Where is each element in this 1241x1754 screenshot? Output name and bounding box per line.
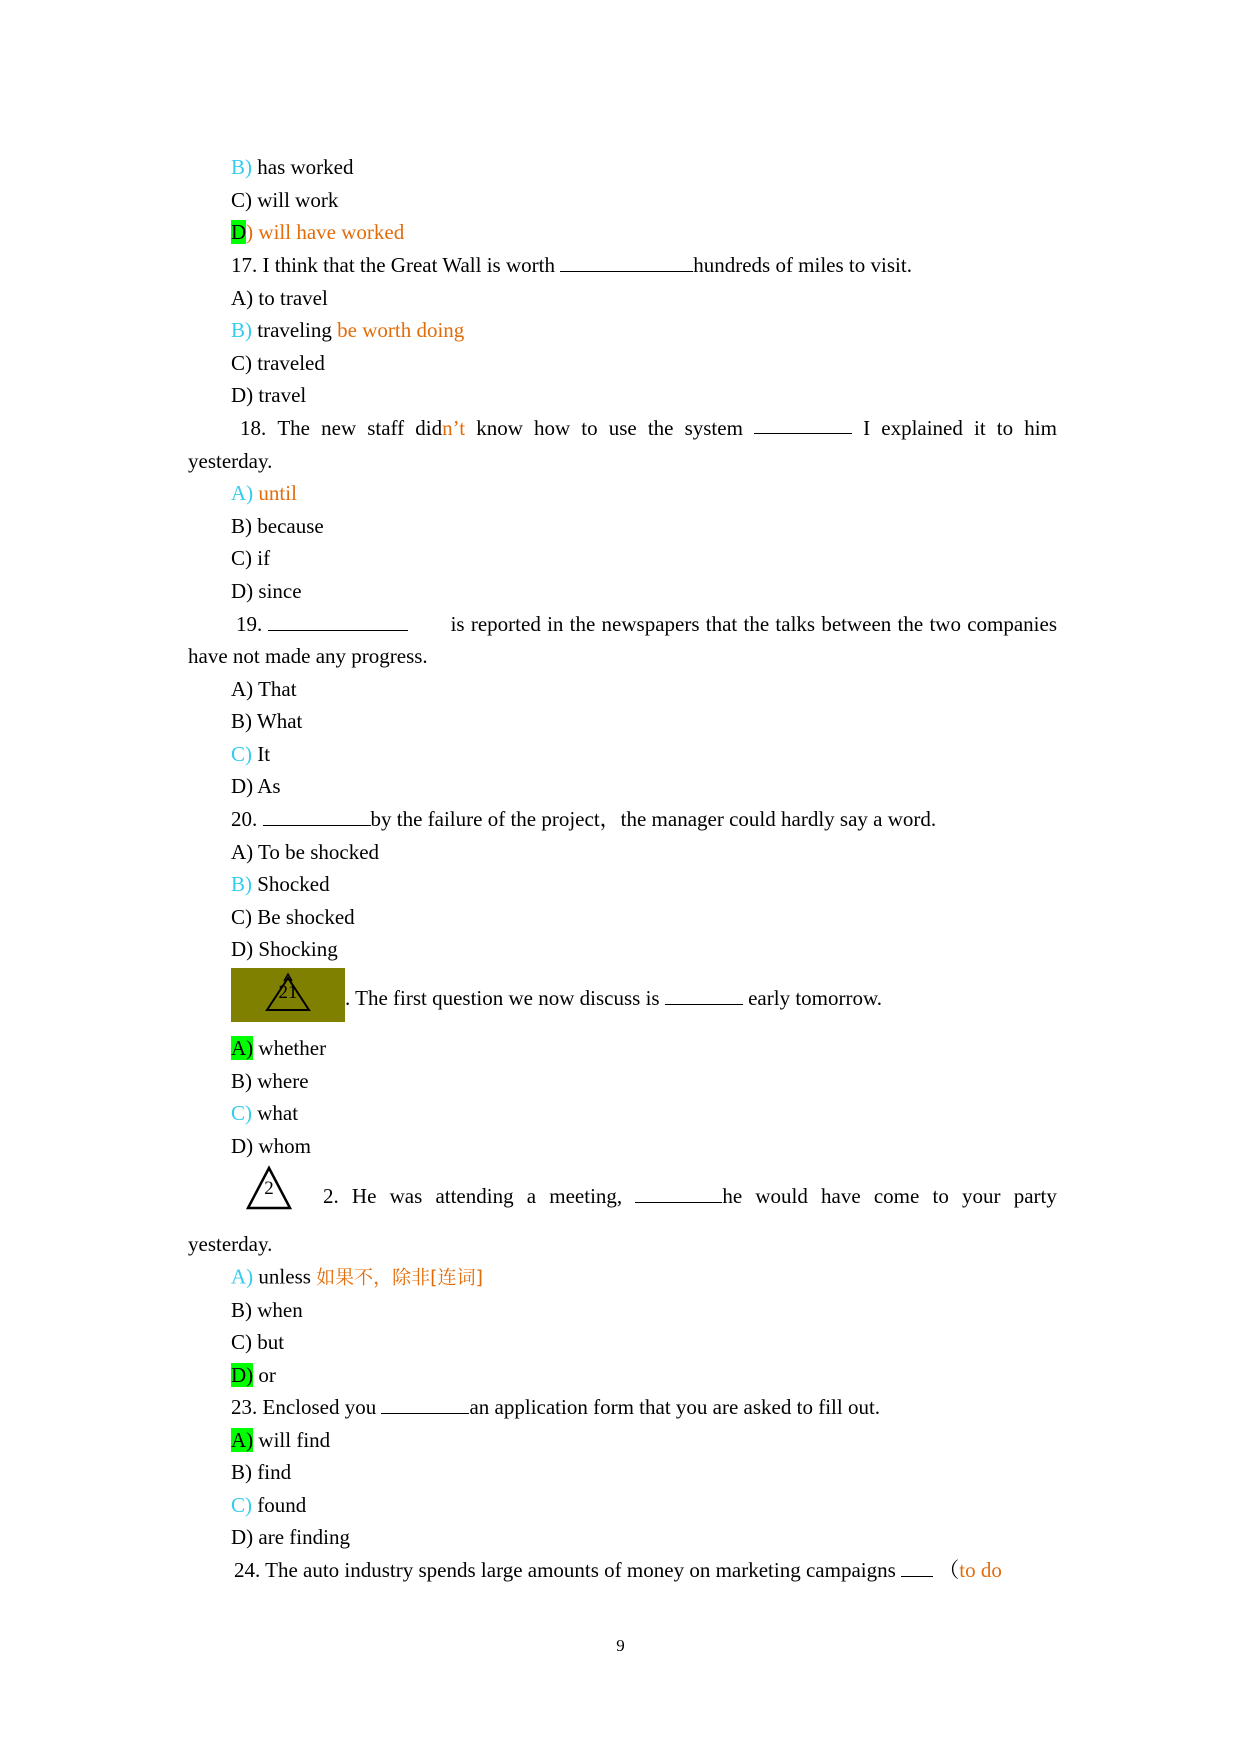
q23-option-d: [231, 1524, 350, 1550]
option-letter: D): [231, 937, 254, 961]
answer-blank: [665, 986, 743, 1005]
badge-number: 21: [278, 982, 298, 1003]
option-text: Shocking: [258, 937, 338, 961]
q20-option-d: [231, 936, 338, 962]
word: explained: [881, 416, 963, 440]
q21-option-b: [231, 1068, 309, 1094]
q21-option-c: [231, 1100, 298, 1126]
option-text: traveling: [257, 318, 332, 342]
word: [635, 1183, 742, 1209]
answer-blank: [263, 807, 371, 826]
word: attending: [435, 1184, 514, 1208]
option-letter: C): [231, 1101, 252, 1125]
q23-option-c: [231, 1492, 306, 1518]
option-letter: B): [231, 514, 252, 538]
word: him: [1024, 416, 1057, 440]
option-text: to travel: [258, 286, 328, 310]
word: 18.: [240, 416, 267, 440]
word-part-highlight: n’t: [442, 416, 466, 440]
stem-text: hundreds of miles to visit.: [693, 253, 912, 277]
q18-option-c: [231, 545, 270, 571]
q22-option-c: [231, 1329, 284, 1355]
option-letter: B): [231, 709, 252, 733]
q22-stem-cont: yesterday.: [188, 1232, 273, 1256]
option-text: will have worked: [258, 220, 405, 244]
option-letter: C): [231, 905, 252, 929]
option-text: As: [257, 774, 281, 798]
word: system: [684, 416, 743, 440]
badge-number: 2: [264, 1178, 274, 1199]
word: it: [974, 416, 986, 440]
option-text: found: [257, 1493, 307, 1517]
option-letter-highlight: A): [231, 1428, 254, 1452]
option-text: are finding: [258, 1525, 350, 1549]
option-text: where: [257, 1069, 309, 1093]
q17-option-d: [231, 382, 306, 408]
option-letter: B): [231, 155, 252, 179]
word: was: [389, 1184, 423, 1208]
q17-option-b: [231, 317, 464, 343]
option-letter: B): [231, 1460, 252, 1484]
word: party: [1013, 1184, 1057, 1208]
q18-stem: [240, 415, 1057, 441]
option-note: be worth doing: [337, 318, 465, 342]
q22-stem: [323, 1183, 1057, 1209]
stem-start: [236, 611, 408, 637]
option-letter: D): [231, 579, 254, 603]
word: your: [962, 1184, 1001, 1208]
question-number: 20.: [231, 807, 263, 831]
option-text: whom: [258, 1134, 311, 1158]
stem-text: 24. The auto industry spends large amounts of money on marketing campaigns: [234, 1558, 902, 1582]
q20-option-c: [231, 904, 355, 930]
option-text: That: [258, 677, 297, 701]
word: know: [476, 416, 523, 440]
answer-blank: [381, 1395, 469, 1414]
option-letter: C): [231, 546, 252, 570]
word: have: [821, 1184, 861, 1208]
q19-option-d: [231, 773, 281, 799]
option-letter: D): [231, 1525, 254, 1549]
word: come: [873, 1184, 920, 1208]
question-number: 19.: [236, 612, 263, 636]
option-letter: B): [231, 1298, 252, 1322]
word: staff: [367, 416, 405, 440]
paren: （: [933, 1558, 960, 1582]
option-text: because: [257, 514, 324, 538]
option-text: travel: [258, 383, 307, 407]
option-letter: A): [231, 286, 254, 310]
option-text: What: [256, 709, 303, 733]
option-text: but: [257, 1330, 285, 1354]
q17-option-c: [231, 350, 325, 376]
q23-option-b: [231, 1459, 291, 1485]
option-letter: B): [231, 1069, 252, 1093]
option-text: when: [257, 1298, 303, 1322]
option-text: what: [257, 1101, 299, 1125]
option-text: if: [257, 546, 271, 570]
q22-triangle-icon: [244, 1164, 294, 1212]
word: 2.: [323, 1184, 339, 1208]
q18-option-d: [231, 578, 302, 604]
option-text: traveled: [257, 351, 325, 375]
option-letter-highlight: D): [231, 1363, 254, 1387]
option-letter: B): [231, 872, 252, 896]
stem-text: an application form that you are asked to fill out.: [469, 1395, 881, 1419]
option-text: To be shocked: [258, 840, 380, 864]
q16-option-c: [231, 187, 338, 213]
option-paren: ): [246, 220, 254, 244]
word: to: [996, 416, 1014, 440]
word: The: [277, 416, 311, 440]
answer-blank: [754, 415, 852, 434]
word: the: [647, 416, 674, 440]
answer-blank: [901, 1558, 933, 1577]
option-letter: C): [231, 351, 252, 375]
q20-stem: [231, 806, 936, 832]
q20-option-b: [231, 871, 330, 897]
answer-blank: [560, 253, 693, 272]
triangle-icon: [231, 968, 345, 1022]
word: new: [321, 416, 357, 440]
option-text: Be shocked: [257, 905, 355, 929]
q21-number-badge: [231, 968, 345, 1022]
stem-text: early tomorrow.: [742, 986, 883, 1010]
option-text: unless: [258, 1264, 311, 1289]
option-text: Shocked: [257, 872, 330, 896]
option-letter: C): [231, 742, 252, 766]
word: [415, 415, 465, 441]
option-letter: B): [231, 318, 252, 342]
option-text: has worked: [257, 155, 354, 179]
option-letter: A): [231, 677, 254, 701]
option-text: find: [257, 1460, 292, 1484]
page-number: 9: [616, 1636, 625, 1655]
q17-option-a: [231, 285, 328, 311]
stem-note: to do: [959, 1558, 1002, 1582]
option-letter: A): [231, 481, 254, 505]
q19-option-c: [231, 741, 270, 767]
answer-blank: [268, 612, 408, 631]
option-letter: C): [231, 1330, 252, 1354]
q18-option-b: [231, 513, 324, 539]
q22-option-a: [231, 1264, 483, 1291]
option-letter: A): [231, 1264, 254, 1289]
q16-option-b: [231, 154, 353, 180]
word: a: [526, 1184, 537, 1208]
q18-stem-cont: yesterday.: [188, 449, 273, 473]
q16-option-d: [231, 219, 404, 245]
word: He: [351, 1184, 377, 1208]
q19-option-a: [231, 676, 297, 702]
word: would: [755, 1184, 808, 1208]
answer-blank: [635, 1184, 722, 1203]
stem-text: 23. Enclosed you: [231, 1395, 382, 1419]
stem-text: . The first question we now discuss is: [345, 986, 665, 1010]
q19-option-b: [231, 708, 302, 734]
word-part: did: [415, 416, 443, 440]
option-text: will work: [257, 188, 339, 212]
q19-stem: [236, 611, 1057, 637]
word-part: he: [722, 1184, 743, 1208]
option-letter-highlight: A): [231, 1036, 254, 1060]
option-letter: C): [231, 1493, 252, 1517]
stem-text: is reported in the newspapers that the talks between the two companies: [450, 612, 1057, 636]
stem-text: 17. I think that the Great Wall is worth: [231, 253, 561, 277]
word: how: [533, 416, 571, 440]
option-letter: D): [231, 1134, 254, 1158]
q21-option-a: [231, 1035, 326, 1061]
option-text: or: [258, 1363, 276, 1387]
option-letter: D): [231, 383, 254, 407]
option-letter: D): [231, 774, 254, 798]
word: to: [581, 416, 598, 440]
q22-option-b: [231, 1297, 303, 1323]
word: use: [608, 416, 637, 440]
word: to: [932, 1184, 949, 1208]
option-note: 如果不，除非[连词]: [316, 1266, 483, 1289]
word: meeting,: [549, 1184, 623, 1208]
q23-stem: [231, 1394, 880, 1420]
stem-text: by the failure of the project，the manager could hardly say a word.: [370, 807, 937, 831]
option-text: It: [257, 742, 271, 766]
word: I: [863, 416, 871, 440]
q17-stem: [231, 252, 912, 278]
option-text: until: [258, 481, 297, 505]
q24-stem: [234, 1557, 1002, 1583]
q18-option-a: [231, 480, 297, 506]
option-letter: A): [231, 840, 254, 864]
q23-option-a: [231, 1427, 330, 1453]
option-text: will find: [258, 1428, 331, 1452]
q21-stem: [345, 985, 882, 1011]
option-letter-highlight: D: [231, 220, 247, 244]
option-letter: C): [231, 188, 252, 212]
option-text: since: [258, 579, 302, 603]
q21-option-d: [231, 1133, 311, 1159]
q20-option-a: [231, 839, 379, 865]
q22-option-d: [231, 1362, 276, 1388]
option-text: whether: [258, 1036, 327, 1060]
q19-stem-cont: have not made any progress.: [188, 644, 428, 668]
